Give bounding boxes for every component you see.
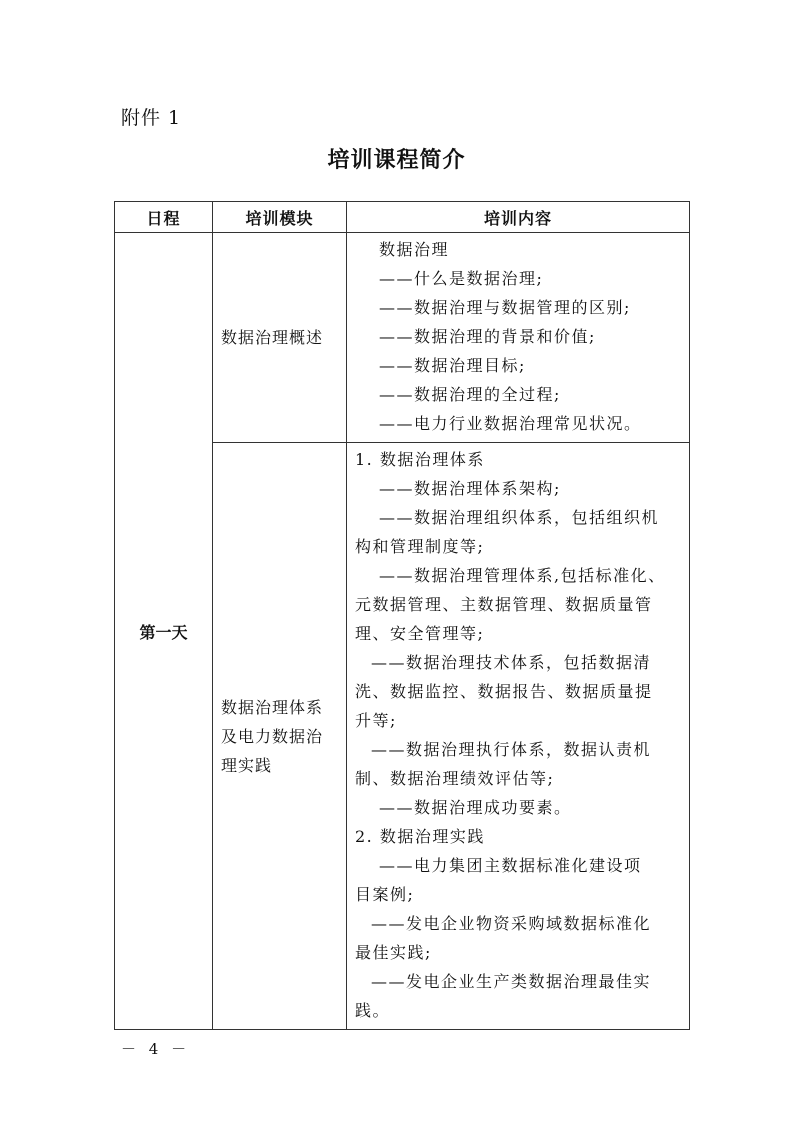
content-line: 元数据管理、主数据管理、数据质量管 [355, 595, 653, 614]
content-line: ——电力集团主数据标准化建设项 [379, 856, 642, 875]
content-line: ——发电企业生产类数据治理最佳实 [371, 972, 652, 991]
page-number: － 4 － [121, 1040, 191, 1058]
content-line: 数据治理 [379, 240, 450, 259]
content-line: 升等; [355, 711, 397, 730]
module-cell-system-practice [213, 443, 347, 1030]
content-line: ——数据治理管理体系,包括标准化、 [379, 566, 666, 585]
content-line: ——数据治理体系架构; [379, 479, 561, 498]
content-line: ——发电企业物资采购域数据标准化 [371, 914, 652, 933]
content-line: ——数据治理的全过程; [379, 385, 561, 404]
content-line: ——数据治理目标; [379, 356, 526, 375]
header-content: 培训内容 [347, 202, 690, 233]
content-cell-system-practice [347, 443, 690, 1030]
module-name-line: 数据治理体系 [221, 697, 324, 717]
document-title: 培训课程简介 [327, 148, 466, 173]
content-line: ——数据治理的背景和价值; [379, 327, 596, 346]
module-name-line: 理实践 [221, 755, 273, 775]
module-cell-overview: 数据治理概述 [213, 233, 347, 443]
content-line: 2. 数据治理实践 [355, 827, 485, 846]
content-line: ——数据治理技术体系，包括数据清 [371, 653, 652, 672]
module-name-line: 及电力数据治 [221, 726, 324, 746]
header-schedule: 日程 [115, 202, 213, 233]
table-header-row [115, 202, 690, 233]
content-line: 目案例; [355, 885, 415, 904]
content-line: ——数据治理成功要素。 [379, 798, 572, 817]
content-line: ——电力行业数据治理常见状况。 [379, 414, 642, 433]
header-module: 培训模块 [213, 202, 347, 233]
content-line: 践。 [355, 1001, 391, 1020]
content-line: ——数据治理执行体系，数据认责机 [371, 740, 652, 759]
content-line: ——数据治理组织体系，包括组织机 [379, 508, 660, 527]
content-line: 制、数据治理绩效评估等; [355, 769, 555, 788]
content-cell-overview [347, 233, 690, 443]
content-line: 洗、数据监控、数据报告、数据质量提 [355, 682, 653, 701]
content-line: ——数据治理与数据管理的区别; [379, 298, 631, 317]
content-line: 理、安全管理等; [355, 624, 485, 643]
attachment-label: 附件 1 [121, 107, 182, 129]
day-cell: 第一天 [115, 233, 213, 1030]
content-line: 1. 数据治理体系 [355, 450, 485, 469]
table-row [115, 233, 690, 443]
course-table [114, 201, 690, 1030]
content-line: ——什么是数据治理; [379, 269, 544, 288]
content-line: 最佳实践; [355, 943, 432, 962]
content-line: 构和管理制度等; [355, 537, 485, 556]
